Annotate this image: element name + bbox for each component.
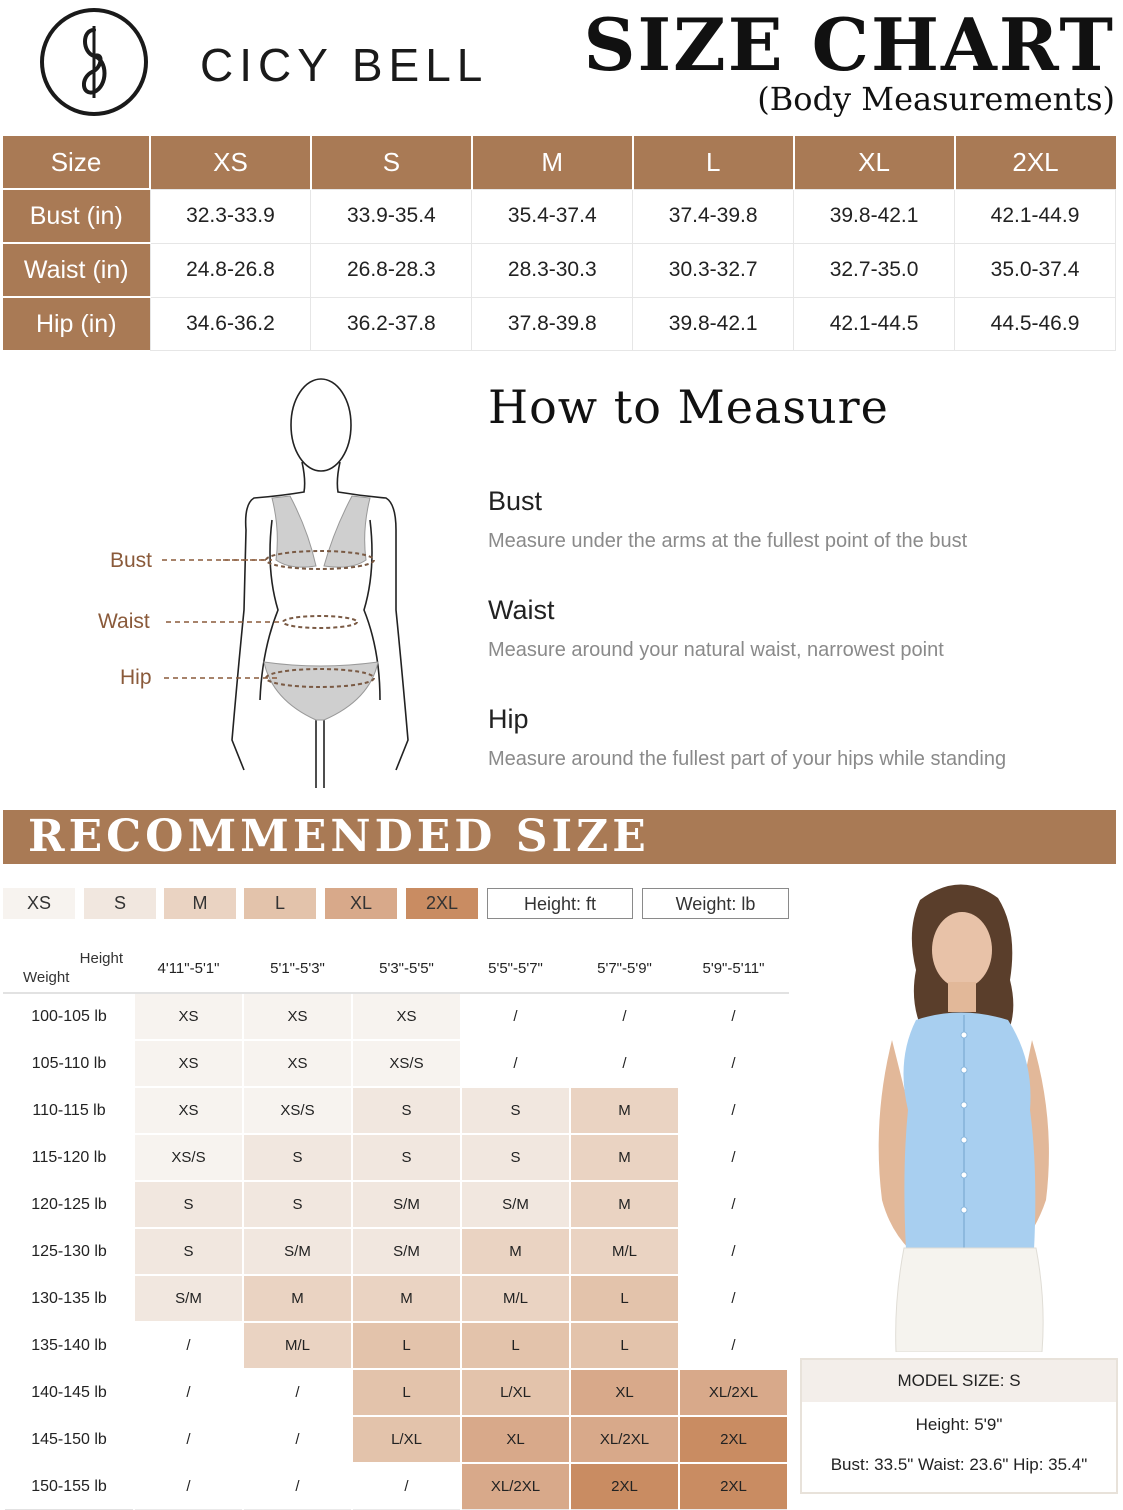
size-recommendation-cell: XL/2XL [570,1416,679,1463]
size-recommendation-cell: S [352,1087,461,1134]
size-cell: 32.3-33.9 [150,189,311,243]
model-size: MODEL SIZE: S [802,1360,1116,1402]
size-table-row [3,297,1116,350]
size-header-cell: L [633,136,794,189]
measure-waist-desc: Measure around your natural waist, narrowest point [488,639,944,661]
height-header: 5'5"-5'7" [461,943,570,993]
size-recommendation-cell: / [679,1322,788,1369]
size-recommendation-cell: L [570,1322,679,1369]
size-recommendation-cell: / [134,1322,243,1369]
weight-cell: 125-130 lb [4,1228,134,1275]
figure-label-hip: Hip [120,666,152,689]
size-cell: 32.7-35.0 [794,243,955,297]
size-recommendation-cell: XS [134,1087,243,1134]
size-recommendation-cell: XL [570,1369,679,1416]
legend-m: M [164,888,236,919]
size-recommendation-cell: M [570,1087,679,1134]
size-cell: 37.4-39.8 [633,189,794,243]
size-recommendation-cell: XL [461,1416,570,1463]
size-recommendation-cell: S/M [243,1228,352,1275]
weight-cell: 150-155 lb [4,1463,134,1510]
size-recommendation-cell: M/L [461,1275,570,1322]
size-header-cell: 2XL [955,136,1116,189]
size-recommendation-cell: L [352,1322,461,1369]
size-recommendation-cell: XL/2XL [679,1369,788,1416]
corner-height-label: Height [79,950,123,967]
corner-cell [4,943,134,993]
size-recommendation-cell: S [134,1228,243,1275]
size-recommendation-cell: M/L [243,1322,352,1369]
size-recommendation-cell: M [243,1275,352,1322]
measure-hip-heading: Hip [488,704,529,734]
size-header-cell: M [472,136,633,189]
size-recommendation-cell: XS [134,1040,243,1087]
size-recommendation-cell: / [243,1463,352,1510]
recommended-row [4,1416,788,1463]
size-cell: 28.3-30.3 [472,243,633,297]
height-header: 4'11"-5'1" [134,943,243,993]
height-header: 5'1"-5'3" [243,943,352,993]
size-recommendation-cell: S [134,1181,243,1228]
weight-cell: 115-120 lb [4,1134,134,1181]
how-to-measure-title: How to Measure [488,380,889,434]
size-cell: 39.8-42.1 [633,297,794,350]
size-recommendation-cell: / [679,1275,788,1322]
measure-bust-heading: Bust [488,486,543,516]
height-header: 5'9"-5'11" [679,943,788,993]
size-recommendation-cell: 2XL [570,1463,679,1510]
size-cell: 39.8-42.1 [794,189,955,243]
size-recommendation-cell: / [570,993,679,1040]
size-cell: 42.1-44.9 [955,189,1116,243]
size-cell: 33.9-35.4 [311,189,472,243]
legend-2xl: 2XL [406,888,478,919]
recommended-row [4,1228,788,1275]
size-recommendation-cell: S [352,1134,461,1181]
size-recommendation-cell: L/XL [352,1416,461,1463]
recommended-table [3,942,789,1510]
size-recommendation-cell: XS [134,993,243,1040]
row-label: Bust (in) [3,189,150,243]
size-recommendation-cell: / [134,1463,243,1510]
size-recommendation-cell: L [461,1322,570,1369]
page-subtitle: (Body Measurements) [757,80,1115,118]
size-recommendation-cell: XS [243,993,352,1040]
size-cell: 35.4-37.4 [472,189,633,243]
legend-height-unit: Height: ft [487,888,633,919]
size-cell: 26.8-28.3 [311,243,472,297]
size-cell: 44.5-46.9 [955,297,1116,350]
figure-label-bust: Bust [110,549,153,572]
height-header: 5'7"-5'9" [570,943,679,993]
size-recommendation-cell: L [570,1275,679,1322]
size-recommendation-cell: M [461,1228,570,1275]
size-recommendation-cell: / [679,1228,788,1275]
measure-waist-heading: Waist [488,595,555,625]
size-recommendation-cell: S [461,1087,570,1134]
size-recommendation-cell: / [461,993,570,1040]
size-cell: 24.8-26.8 [150,243,311,297]
measure-bust-desc: Measure under the arms at the fullest point of the bust [488,530,968,552]
weight-cell: 135-140 lb [4,1322,134,1369]
recommended-header-row [4,943,788,993]
brand-name: CICY BELL [200,39,489,91]
size-header-cell: XS [150,136,311,189]
size-header-cell: S [311,136,472,189]
row-label: Waist (in) [3,243,150,297]
recommended-title: RECOMMENDED SIZE [28,811,650,862]
size-recommendation-cell: / [679,1181,788,1228]
size-recommendation-cell: XS/S [352,1040,461,1087]
size-recommendation-cell: / [134,1369,243,1416]
size-cell: 36.2-37.8 [311,297,472,350]
recommended-row [4,993,788,1040]
size-recommendation-cell: S/M [134,1275,243,1322]
model-photo [820,870,1100,1352]
size-header-cell: Size [3,136,150,189]
size-recommendation-cell: 2XL [679,1416,788,1463]
recommended-row [4,1040,788,1087]
legend-xl: XL [325,888,397,919]
measure-hip-desc: Measure around the fullest part of your hips while standing [488,748,1007,770]
brand-logo [40,8,148,116]
size-recommendation-cell: / [570,1040,679,1087]
legend-l: L [244,888,316,919]
row-label: Hip (in) [3,297,150,350]
size-cell: 30.3-32.7 [633,243,794,297]
size-recommendation-cell: / [134,1416,243,1463]
size-cell: 35.0-37.4 [955,243,1116,297]
recommended-row [4,1134,788,1181]
figure-label-waist: Waist [98,610,150,633]
size-cell: 34.6-36.2 [150,297,311,350]
size-recommendation-cell: M [352,1275,461,1322]
model-height: Height: 5'9" [915,1415,1003,1434]
size-recommendation-cell: / [679,993,788,1040]
size-recommendation-cell: / [679,1134,788,1181]
recommended-row [4,1322,788,1369]
size-recommendation-cell: XL/2XL [461,1463,570,1510]
size-recommendation-cell: 2XL [679,1463,788,1510]
size-recommendation-cell: XS/S [243,1087,352,1134]
size-recommendation-cell: M [570,1134,679,1181]
recommended-row [4,1275,788,1322]
size-recommendation-cell: S [243,1134,352,1181]
corner-weight-label: Weight [23,969,70,986]
weight-cell: 100-105 lb [4,993,134,1040]
recommended-row [4,1463,788,1510]
model-measurements: Bust: 33.5" Waist: 23.6" Hip: 35.4" [830,1455,1088,1474]
measure-guides-icon [160,550,280,690]
height-header: 5'3"-5'5" [352,943,461,993]
size-recommendation-cell: / [243,1369,352,1416]
legend-s: S [84,888,156,919]
weight-cell: 105-110 lb [4,1040,134,1087]
weight-cell: 110-115 lb [4,1087,134,1134]
weight-cell: 140-145 lb [4,1369,134,1416]
size-cell: 42.1-44.5 [794,297,955,350]
page-title: SIZE CHART [583,2,1115,87]
size-recommendation-cell: M [570,1181,679,1228]
recommended-row [4,1181,788,1228]
size-recommendation-cell: / [461,1040,570,1087]
size-recommendation-cell: S/M [352,1181,461,1228]
size-recommendation-cell: M/L [570,1228,679,1275]
size-recommendation-cell: S [243,1181,352,1228]
size-table [3,136,1116,351]
size-header-cell: XL [794,136,955,189]
size-recommendation-cell: S [461,1134,570,1181]
size-table-row [3,189,1116,243]
size-recommendation-cell: / [243,1416,352,1463]
weight-cell: 120-125 lb [4,1181,134,1228]
size-recommendation-cell: / [352,1463,461,1510]
size-table-row [3,243,1116,297]
size-recommendation-cell: / [679,1087,788,1134]
size-recommendation-cell: S/M [461,1181,570,1228]
size-table-header [3,136,1116,189]
size-recommendation-cell: XS [352,993,461,1040]
size-recommendation-cell: L/XL [461,1369,570,1416]
recommended-row [4,1369,788,1416]
weight-cell: 145-150 lb [4,1416,134,1463]
size-recommendation-cell: XS/S [134,1134,243,1181]
size-cell: 37.8-39.8 [472,297,633,350]
recommended-row [4,1087,788,1134]
size-recommendation-cell: XS [243,1040,352,1087]
size-recommendation-cell: / [679,1040,788,1087]
weight-cell: 130-135 lb [4,1275,134,1322]
size-recommendation-cell: S/M [352,1228,461,1275]
legend-weight-unit: Weight: lb [642,888,789,919]
legend-xs: XS [3,888,75,919]
size-recommendation-cell: L [352,1369,461,1416]
